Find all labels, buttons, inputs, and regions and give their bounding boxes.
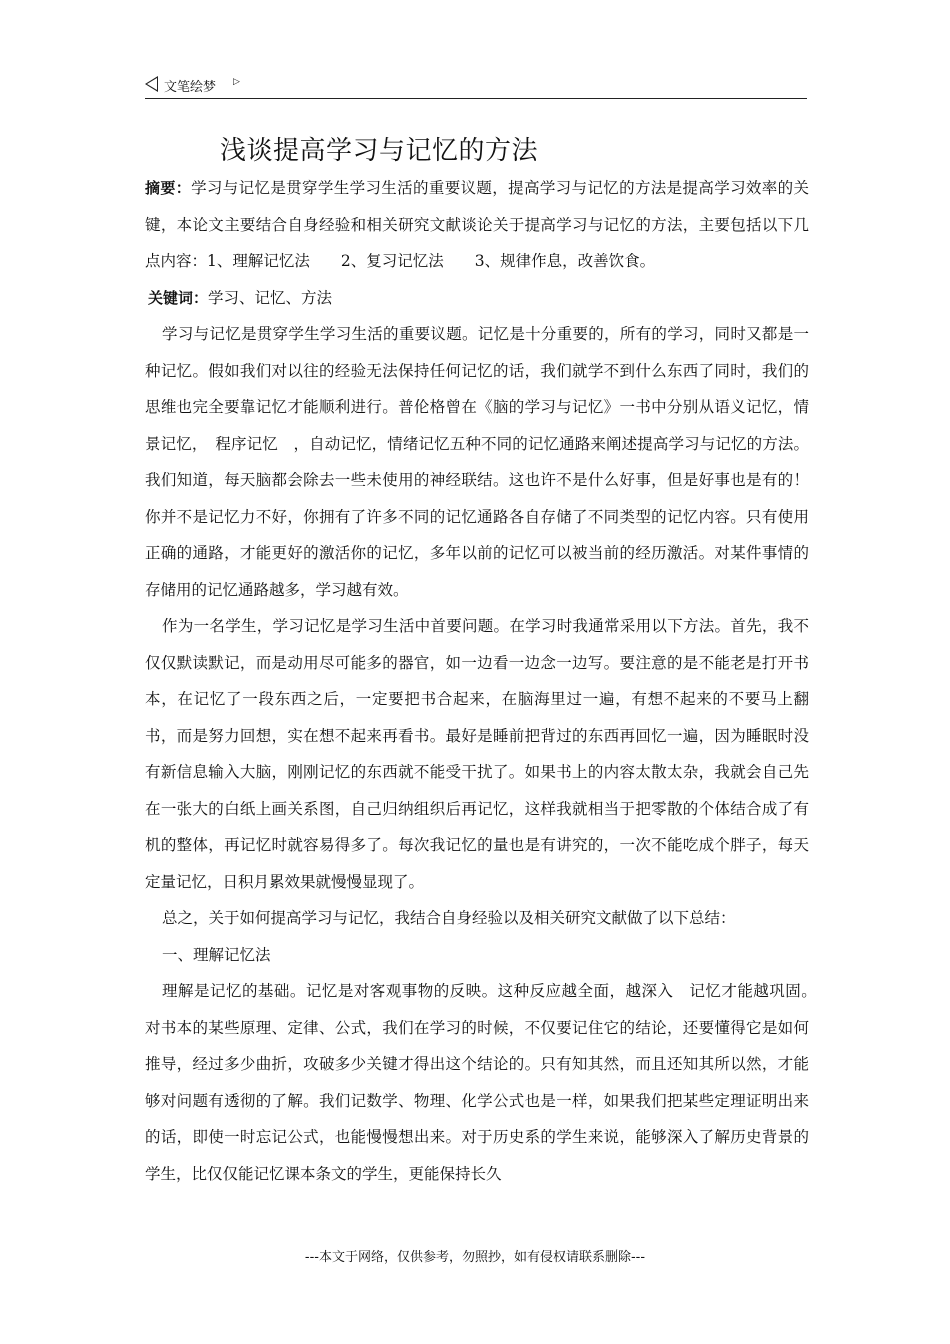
abstract-text: 学习与记忆是贯穿学生学习生活的重要议题，提高学习与记忆的方法是提高学习效率的关键，本论文主要结合自身经验和相关研究文献谈论关于提高学习与记忆的方法，主要包括以下几点内容：1、理解记忆法 2、复习记忆法 3、规律作息，改善饮食。 (145, 179, 809, 270)
abstract-label: 摘要： (145, 179, 192, 197)
page-footer-disclaimer: ---本文于网络，仅供参考，勿照抄，如有侵权请联系删除--- (304, 1250, 646, 1265)
document-body (145, 170, 825, 1192)
triangle-left-icon (145, 76, 158, 92)
body-paragraph-2: 作为一名学生，学习记忆是学习生活中首要问题。在学习时我通常采用以下方法。首先，我不仅仅默读默记，而是动用尽可能多的器官，如一边看一边念一边写。要注意的是不能老是打开书本，在记忆了一段东西之后，一定要把书合起来，在脑海里过一遍，有想不起来的不要马上翻书，而是努力回想，实在想不起来再看书。最好是睡前把背过的东西再回忆一遍，因为睡眠时没有新信息输入大脑，刚刚记忆的东西就不能受干扰了。如果书上的内容太散太杂，我就会自己先在一张大的白纸上画关系图，自己归纳组织后再记忆，这样我就相当于把零散的个体结合成了有机的整体，再记忆时就容易得多了。每次我记忆的量也是有讲究的，一次不能吃成个胖子，每天定量记忆，日积月累效果就慢慢显现了。 (145, 617, 809, 891)
keywords (145, 280, 809, 317)
abstract (145, 170, 809, 280)
body-paragraph-1: 学习与记忆是贯穿学生学习生活的重要议题。记忆是十分重要的，所有的学习，同时又都是一种记忆。假如我们对以往的经验无法保持任何记忆的话，我们就学不到什么东西了同时，我们的思维也完全要靠记忆才能顺利进行。普伦格曾在《脑的学习与记忆》一书中分别从语义记忆，情景记忆， 程序记忆 ，自动记忆，情绪记忆五种不同的记忆通路来阐述提高学习与记忆的方法。我们知道，每天脑都会除去一些未使用的神经联结。这也许不是什么好事，但是好事也是有的！你并不是记忆力不好，你拥有了许多不同的记忆通路各自存储了不同类型的记忆内容。只有使用正确的通路，才能更好的激活你的记忆，多年以前的记忆可以被当前的经历激活。对某件事情的存储用的记忆通路越多，学习越有效。 (145, 325, 809, 599)
keywords-text: 学习、记忆、方法 (208, 288, 333, 307)
document-title: 浅谈提高学习与记忆的方法 (220, 136, 539, 166)
triangle-right-icon: ▷ (233, 77, 240, 87)
page-header (145, 74, 807, 99)
body-paragraph-4: 理解是记忆的基础。记忆是对客观事物的反映。这种反应越全面，越深入 记忆才能越巩固。 对书本的某些原理、定律、公式，我们在学习的时候，不仅要记住它的结论，还要懂得它是如何推导，经过多少曲折，攻破多少关键才得出这个结论的。只有知其然，而且还知其所以然，才能够对问题有透彻的了解。我们记数学、物理、化学公式也是一样，如果我们把某些定理证明出来的话，即使一时忘记公式，也能慢慢想出来。对于历史系的学生来说，能够深入了解历史背景的学生，比仅仅能记忆课本条文的学生，更能保持长久 (145, 982, 825, 1183)
body-paragraph-3: 总之，关于如何提高学习与记忆，我结合自身经验以及相关研究文献做了以下总结： (162, 909, 736, 927)
section-heading-1: 一、理解记忆法 (162, 945, 271, 964)
header-brand: 文笔绘梦 (164, 80, 217, 95)
keywords-label: 关键词： (148, 288, 209, 307)
